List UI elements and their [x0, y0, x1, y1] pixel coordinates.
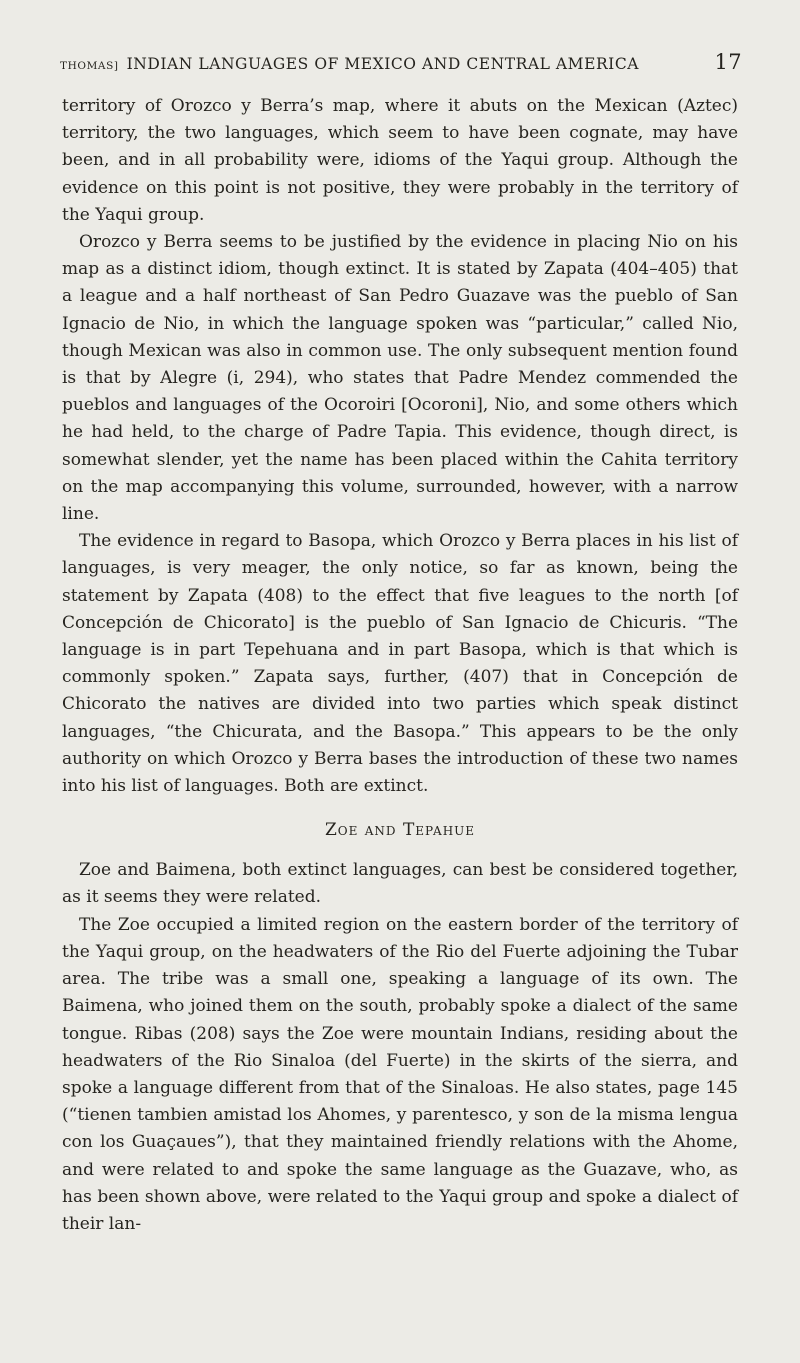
- body-text: [62, 93, 738, 1238]
- running-head-left: [60, 55, 639, 73]
- paragraph-basopa: The evidence in regard to Basopa, which Orozco y Berra places in his list of languages, is very meager, the only notice, so far as known, being the statement by Zapata (408) to the effect that five leagues to the north [of Concepción de Chicorato] is the pueblo of San Ignacio de Chicuris. “The language is in part Tepehuana and in part Basopa, which is that which is commonly spoken.” Zapata says, further, (407) that in Concepción de Chicorato the natives are divided into two parties which speak distinct languages, “the Chicurata, and the Basopa.” This appears to be the only authority on which Orozco y Berra bases the introduction of these two names into his list of languages. Both are extinct.: [62, 531, 738, 797]
- section-heading: Zoe and Tepahue: [324, 820, 476, 841]
- paragraph-territory: territory of Orozco y Berra’s map, where it abuts on the Mexican (Aztec) territory, the two languages, which seem to have been cognate, may have been, and in all probability were, idioms of the Yaqui group. Although the evidence on this point is not positive, they were probably in the territory of the Yaqui group.: [62, 96, 738, 225]
- paragraph-zoe-baimena: Zoe and Baimena, both extinct languages, can best be considered together, as it seems they were related.: [62, 860, 738, 908]
- running-head: [60, 50, 742, 74]
- page-number: 17: [714, 50, 742, 74]
- paragraph-zoe-region: The Zoe occupied a limited region on the eastern border of the territory of the Yaqui group, on the headwaters of the Rio del Fuerte adjoining the Tubar area. The tribe was a small one, speaking a language of its own. The Baimena, who joined them on the south, probably spoke a dialect of the same tongue. Ribas (208) says the Zoe were mountain Indians, residing about the headwaters of the Rio Sinaloa (del Fuerte) in the skirts of the sierra, and spoke a language different from that of the Sinaloas. He also states, page 145 (“tienen tambien amistad los Ahomes, y parentesco, y son de la misma lengua con los Guaçaues”), that they maintained friendly relations with the Ahome, and were related to and spoke the same language as the Guazave, who, as has been shown above, were related to the Yaqui group and spoke a dialect of their lan-: [62, 914, 738, 1234]
- running-head-author: THOMAS]: [60, 60, 119, 72]
- paragraph-nio: Orozco y Berra seems to be justified by the evidence in placing Nio on his map as a distinct idiom, though extinct. It is stated by Zapata (404–405) that a league and a half northeast of San Pedro Guazave was the pueblo of San Ignacio de Nio, in which the language spoken was “particular,” called Nio, though Mexican was also in common use. The only subsequent mention found is that by Alegre (i, 294), who states that Padre Mendez commended the pueblos and languages of the Ocoroiri [Ocoroni], Nio, and some others which he had held, to the charge of Padre Tapia. This evidence, though direct, is somewhat slender, yet the name has been placed within the Cahita territory on the map accompanying this volume, surrounded, however, with a narrow line.: [62, 232, 738, 525]
- running-head-title: INDIAN LANGUAGES OF MEXICO AND CENTRAL AMERICA: [126, 55, 639, 73]
